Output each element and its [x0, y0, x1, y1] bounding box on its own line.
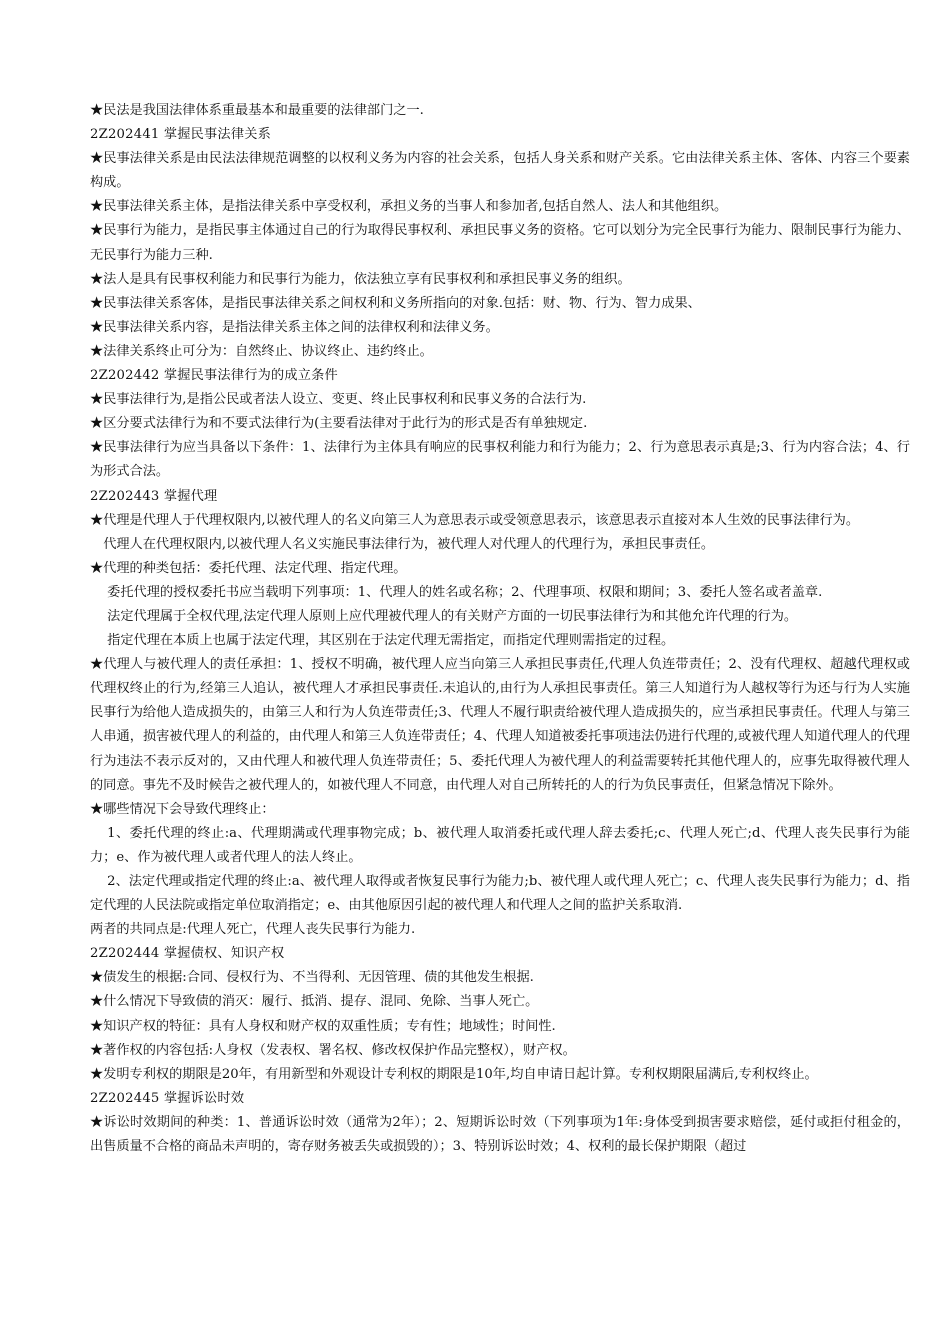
body-paragraph: ★哪些情况下会导致代理终止： — [90, 801, 275, 817]
indented-paragraph: 法定代理属于全权代理,法定代理人原则上应代理被代理人的有关财产方面的一切民事法律行为和其他允许代理的行为。 — [107, 608, 798, 624]
indented-paragraph: 指定代理在本质上也属于法定代理，其区别在于法定代理无需指定，而指定代理则需指定的过程。 — [107, 633, 675, 649]
body-paragraph: ★法人是具有民事权利能力和民事行为能力，依法独立享有民事权利和承担民事义务的组织。 — [90, 271, 631, 287]
body-paragraph: ★民事法律行为,是指公民或者法人设立、变更、终止民事权利和民事义务的合法行为. — [90, 392, 587, 408]
section-heading: 2Z202441 掌握民事法律关系 — [90, 127, 271, 143]
section-heading: 2Z202442 掌握民事法律行为的成立条件 — [90, 368, 338, 384]
body-paragraph: ★代理的种类包括：委托代理、法定代理、指定代理。 — [90, 560, 407, 576]
body-paragraph: ★诉讼时效期间的种类：1、普通诉讼时效（通常为2年）；2、短期诉讼时效（下列事项为1年:身体受到损害要求赔偿，延付或拒付租金的，出售质量不合格的商品未声明的，寄存财务被丢失或损毁的）；3、特别诉讼时效；4、权利的最长保护期限（超过 — [90, 1114, 910, 1155]
document-page — [90, 99, 910, 1159]
body-paragraph: ★民法是我国法律体系重最基本和最重要的法律部门之一. — [90, 103, 424, 118]
body-paragraph: ★区分要式法律行为和不要式法律行为(主要看法律对于此行为的形式是否有单独规定. — [90, 416, 588, 432]
body-paragraph: ★民事法律关系是由民法法律规范调整的以权利义务为内容的社会关系，包括人身关系和财产关系。它由法律关系主体、客体、内容三个要素构成。 — [90, 151, 910, 191]
section-heading: 2Z202443 掌握代理 — [90, 488, 218, 504]
body-paragraph: ★法律关系终止可分为：自然终止、协议终止、违约终止。 — [90, 343, 433, 359]
body-paragraph: ★什么情况下导致债的消灭：履行、抵消、提存、混同、免除、当事人死亡。 — [90, 994, 539, 1010]
indented-paragraph: 委托代理的授权委托书应当载明下列事项：1、代理人的姓名或名称；2、代理事项、权限和期间；3、委托人签名或者盖章. — [107, 584, 823, 600]
indented-paragraph: 2、法定代理或指定代理的终止:a、被代理人取得或者恢复民事行为能力;b、被代理人或代理人死亡；c、代理人丧失民事行为能力；d、指定代理的人民法院或指定单位取消指定；e、由其他原因引起的被代理人和代理人之间的监护关系取消. — [90, 874, 910, 914]
section-heading: 2Z202445 掌握诉讼时效 — [90, 1090, 245, 1106]
body-paragraph: ★债发生的根据:合同、侵权行为、不当得利、无因管理、债的其他发生根据. — [90, 970, 534, 986]
indented-paragraph: 代理人在代理权限内,以被代理人名义实施民事法律行为，被代理人对代理人的代理行为，承担民事责任。 — [103, 536, 715, 552]
body-paragraph: ★民事法律关系客体，是指民事法律关系之间权利和义务所指向的对象.包括：财、物、行为、智力成果、 — [90, 295, 701, 311]
body-paragraph: ★民事法律行为应当具备以下条件：1、法律行为主体具有响应的民事权利能力和行为能力；2、行为意思表示真是;3、行为内容合法；4、行为形式合法。 — [90, 440, 910, 480]
body-paragraph: ★知识产权的特征：具有人身权和财产权的双重性质；专有性；地域性；时间性. — [90, 1018, 556, 1034]
body-paragraph: ★民事法律关系内容，是指法律关系主体之间的法律权利和法律义务。 — [90, 319, 499, 335]
body-paragraph: ★著作权的内容包括:人身权（发表权、署名权、修改权保护作品完整权），财产权。 — [90, 1042, 576, 1058]
body-paragraph: ★代理是代理人于代理权限内,以被代理人的名义向第三人为意思表示或受领意思表示，该意思表示直接对本人生效的民事法律行为。 — [90, 512, 860, 528]
section-heading: 2Z202444 掌握债权、知识产权 — [90, 946, 285, 962]
indented-paragraph: 1、委托代理的终止:a、代理期满或代理事物完成；b、被代理人取消委托或代理人辞去委托;c、代理人死亡;d、代理人丧失民事行为能力；e、作为被代理人或者代理人的法人终止。 — [90, 825, 910, 865]
body-paragraph: 两者的共同点是:代理人死亡，代理人丧失民事行为能力. — [90, 922, 416, 938]
body-paragraph: ★代理人与被代理人的责任承担：1、授权不明确，被代理人应当向第三人承担民事责任,代理人负连带责任；2、没有代理权、超越代理权或代理权终止的行为,经第三人追认，被代理人才承担民事责任.未追认的,由行为人承担民事责任。第三人知道行为人越权等行为还与行为人实施民事行为给他人造成损失的，由第三人和行为人负连带责任;3、代理人不履行职责给被代理人造成损失的，应当承担民事责任。代理人与第三人串通，损害被代理人的利益的，由代理人和第三人负连带责任；4、代理人知道被委托事项违法仍进行代理的,或被代理人知道代理人的代理行为违法不表示反对的，又由代理人和被代理人负连带责任；5、委托代理人为被代理人的利益需要转托其他代理人的，应事先取得被代理人的同意。事先不及时候告之被代理人的，如被代理人不同意，由代理人对自己所转托的人的行为负民事责任，但紧急情况下除外。 — [90, 657, 910, 793]
body-paragraph: ★民事法律关系主体，是指法律关系中享受权利，承担义务的当事人和参加者,包括自然人、法人和其他组织。 — [90, 199, 728, 215]
body-paragraph: ★发明专利权的期限是20年，有用新型和外观设计专利权的期限是10年,均自申请日起计算。专利权期限届满后,专利权终止。 — [90, 1066, 818, 1082]
body-paragraph: ★民事行为能力，是指民事主体通过自己的行为取得民事权利、承担民事义务的资格。它可以划分为完全民事行为能力、限制民事行为能力、无民事行为能力三种. — [90, 223, 910, 263]
